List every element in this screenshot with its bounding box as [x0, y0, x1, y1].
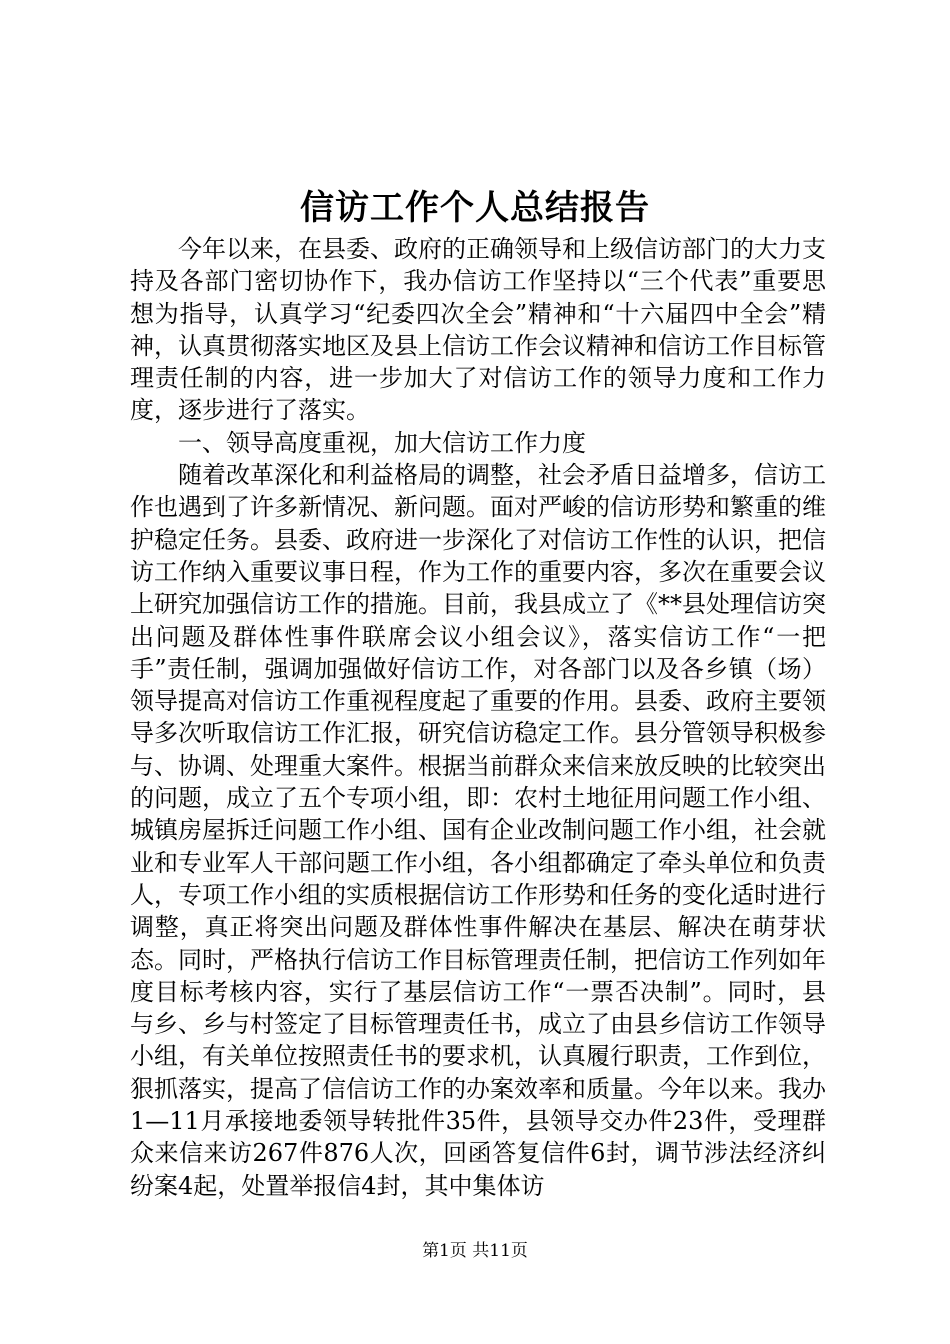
paragraph-intro: 今年以来，在县委、政府的正确领导和上级信访部门的大力支持及各部门密切协作下，我办信访工作坚持以“三个代表”重要思想为指导，认真学习“纪委四次全会”精神和“十六届四中全会”精神，认真贯彻落实地区及县上信访工作会议精神和信访工作目标管理责任制的内容，进一步加大了对信访工作的领导力度和工作力度，逐步进行了落实。	[130, 235, 826, 425]
document-title: 信访工作个人总结报告	[300, 188, 650, 228]
document-body	[130, 233, 826, 1202]
section-heading-1: 一、领导高度重视，加大信访工作力度	[178, 428, 586, 457]
page-number-footer: 第1页 共11页	[422, 1241, 528, 1261]
paragraph-section-1: 随着改革深化和利益格局的调整，社会矛盾日益增多，信访工作也遇到了许多新情况、新问题。面对严峻的信访形势和繁重的维护稳定任务。县委、政府进一步深化了对信访工作性的认识，把信访工作纳入重要议事日程，作为工作的重要内容，多次在重要会议上研究加强信访工作的措施。目前，我县成立了《**县处理信访突出问题及群体性事件联席会议小组会议》，落实信访工作“一把手”责任制，强调加强做好信访工作，对各部门以及各乡镇（场）领导提高对信访工作重视程度起了重要的作用。县委、政府主要领导多次听取信访工作汇报，研究信访稳定工作。县分管领导积极参与、协调、处理重大案件。根据当前群众来信来放反映的比较突出的问题，成立了五个专项小组，即：农村土地征用问题工作小组、城镇房屋拆迁问题工作小组、国有企业改制问题工作小组，社会就业和专业军人干部问题工作小组，各小组都确定了牵头单位和负责人，专项工作小组的实质根据信访工作形势和任务的变化适时进行调整，真正将突出问题及群体性事件解决在基层、解决在萌芽状态。同时，严格执行信访工作目标管理责任制，把信访工作列如年度目标考核内容，实行了基层信访工作“一票否决制”。同时，县与乡、乡与村签定了目标管理责任书，成立了由县乡信访工作领导小组，有关单位按照责任书的要求机，认真履行职责，工作到位，狠抓落实，提高了信信访工作的办案效率和质量。今年以来。我办1—11月承接地委领导转批件35件，县领导交办件23件，受理群众来信来访267件876人次，回函答复信件6封，调节涉法经济纠纷案4起，处置举报信4封，其中集体访	[130, 461, 826, 1200]
